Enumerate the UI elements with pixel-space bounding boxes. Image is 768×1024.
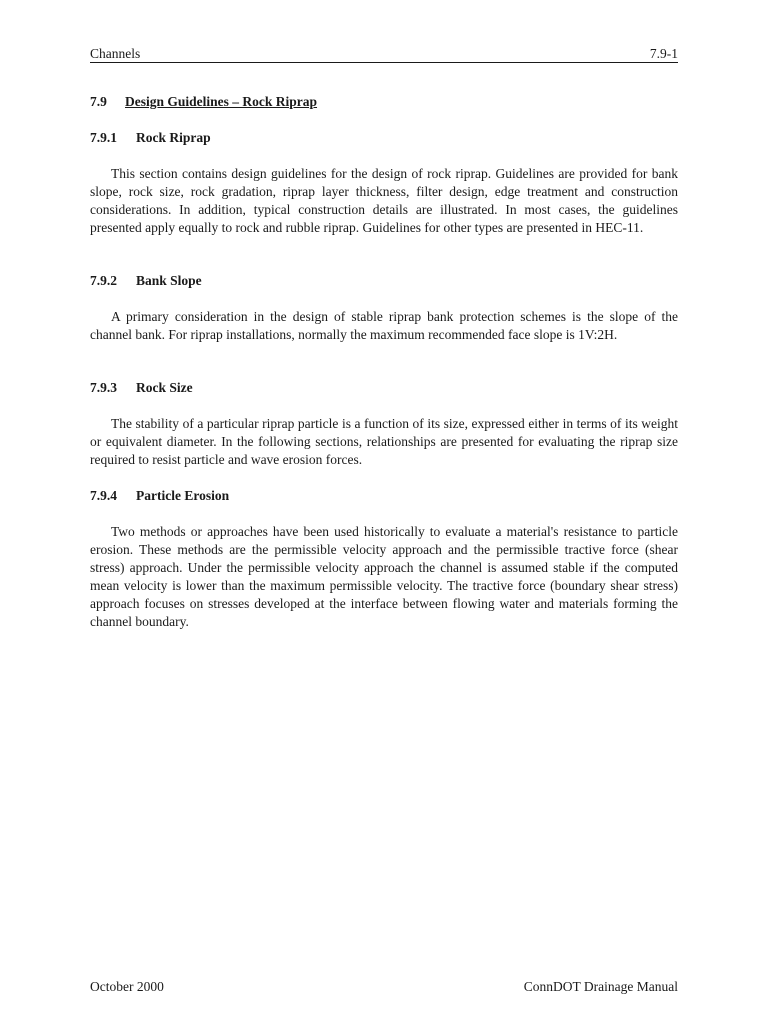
subsection-number: 7.9.1 <box>90 130 117 145</box>
subsection-title: Particle Erosion <box>136 488 230 503</box>
footer-publication: ConnDOT Drainage Manual <box>523 979 678 994</box>
document-page <box>90 0 678 1024</box>
section-number: 7.9 <box>90 94 107 109</box>
header-page-number: 7.9-1 <box>649 46 678 61</box>
footer-date: October 2000 <box>90 979 164 994</box>
subsection-title: Bank Slope <box>136 273 202 288</box>
subsection-title: Rock Riprap <box>136 130 211 145</box>
subsection-heading-rock-riprap <box>90 130 211 146</box>
section-title <box>90 94 317 110</box>
running-footer <box>90 979 678 995</box>
subsection-title: Rock Size <box>136 380 193 395</box>
subsection-number: 7.9.4 <box>90 488 117 503</box>
paragraph-rock-riprap: This section contains design guidelines for the design of rock riprap. Guidelines are provided for bank slope, rock size, rock gradation, riprap layer thickness, filter design, edge treatment and construction considerations. In addition, typical construction details are illustrated. In most cases, the guidelines presented apply equally to rock and rubble riprap. Guidelines for other types are presented in HEC-11. <box>90 166 678 235</box>
subsection-heading-particle-erosion <box>90 488 229 504</box>
paragraph-rock-size: The stability of a particular riprap particle is a function of its size, expressed either in terms of its weight or equivalent diameter. In the following sections, relationships are presented for evaluating the riprap size required to resist particle and wave erosion forces. <box>90 416 678 467</box>
subsection-number: 7.9.2 <box>90 273 117 288</box>
paragraph-bank-slope: A primary consideration in the design of stable riprap bank protection schemes is the slope of the channel bank. For riprap installations, normally the maximum recommended face slope is 1V:2H. <box>90 309 678 342</box>
subsection-heading-bank-slope <box>90 273 202 289</box>
header-chapter: Channels <box>90 46 141 61</box>
subsection-number: 7.9.3 <box>90 380 117 395</box>
section-title-text: Design Guidelines – Rock Riprap <box>125 94 318 109</box>
paragraph-particle-erosion: Two methods or approaches have been used historically to evaluate a material's resistance to particle erosion. These methods are the permissible velocity approach and the permissible tractive force (shear stress) approach. Under the permissible velocity approach the channel is assumed stable if the computed mean velocity is lower than the maximum permissible velocity. The tractive force (boundary shear stress) approach focuses on stresses developed at the interface between flowing water and materials forming the channel boundary. <box>90 524 678 629</box>
subsection-heading-rock-size <box>90 380 193 396</box>
running-header <box>90 46 678 63</box>
